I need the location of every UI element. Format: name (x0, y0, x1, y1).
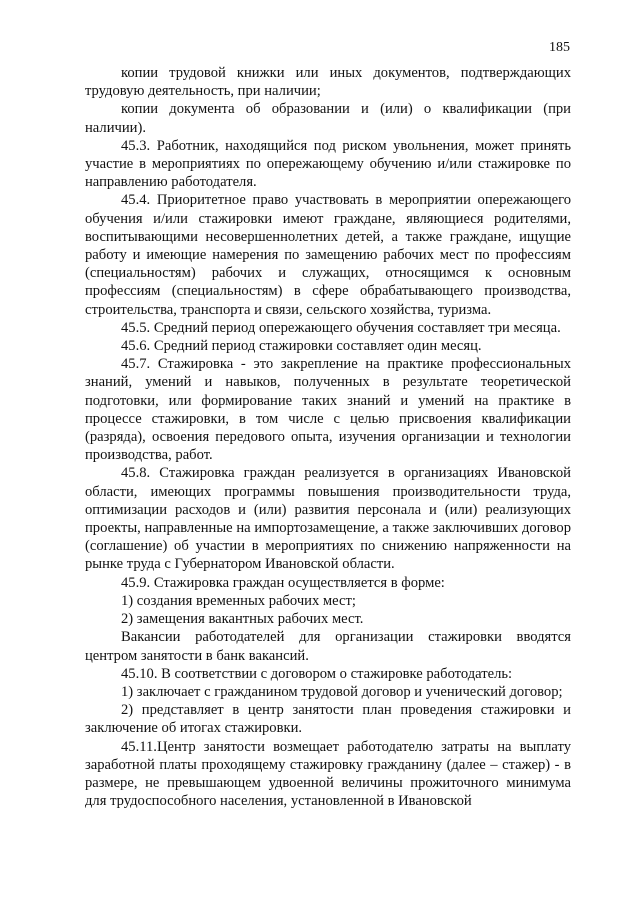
paragraph: 1) заключает с гражданином трудовой договор и ученический договор; (121, 683, 563, 700)
paragraph: копии трудовой книжки или иных документов, подтверждающих трудовую деятельность, при наличии; (85, 65, 571, 100)
document-body (85, 64, 571, 810)
paragraph: 45.10. В соответствии с договором о стажировке работодатель: (121, 665, 513, 682)
paragraph: 45.9. Стажировка граждан осуществляется в форме: (121, 574, 445, 591)
paragraph: 45.3. Работник, находящийся под риском увольнения, может принять участие в мероприятиях по опережающему обучению и/или стажировке по направлению работодателя. (85, 137, 571, 191)
paragraph: 45.8. Стажировка граждан реализуется в организациях Ивановской области, имеющих программы повышения производительности труда, оптимизации расходов и (или) развития персонала и (или) реализующих проекты, направленные на импортозамещение, а также заключивших договор (соглашение) об участии в мероприятиях по снижению напряженности на рынке труда с Губернатором Ивановской области. (85, 465, 571, 573)
paragraph: 45.6. Средний период стажировки составляет один месяц. (121, 338, 482, 355)
page-number: 185 (549, 40, 570, 55)
paragraph: 45.4. Приоритетное право участвовать в мероприятии опережающего обучения и/или стажировки имеют граждане, являющиеся родителями, воспитывающими несовершеннолетних детей, а также граждане, ищущие работу и имеющие намерения по замещению рабочих мест по профессиям (специальностям) рабочих и служащих, относящимся к основным профессиям (специальностям) в сфере обрабатывающего производства, строительства, транспорта и связи, сельского хозяйства, туризма. (85, 192, 571, 318)
paragraph: 1) создания временных рабочих мест; (121, 592, 356, 609)
paragraph: 45.5. Средний период опережающего обучения составляет три месяца. (121, 319, 561, 336)
paragraph: Вакансии работодателей для организации стажировки вводятся центром занятости в банк вакансий. (85, 629, 571, 664)
paragraph: 2) замещения вакантных рабочих мест. (121, 611, 364, 628)
paragraph: 45.7. Стажировка - это закрепление на практике профессиональных знаний, умений и навыков, полученных в результате теоретической подготовки, или формирование таких знаний и умений на практике в процессе стажировки, в том числе с целью присвоения квалификации (разряда), освоения передового опыта, изучения организации и технологии производства, работ. (85, 356, 571, 464)
paragraph: 2) представляет в центр занятости план проведения стажировки и заключение об итогах стажировки. (85, 702, 571, 737)
paragraph: 45.11.Центр занятости возмещает работодателю затраты на выплату заработной платы проходящему стажировку гражданину (далее – стажер) - в размере, не превышающем удвоенной величины прожиточного минимума для трудоспособного населения, установленной в Ивановской (85, 738, 571, 810)
paragraph: копии документа об образовании и (или) о квалификации (при наличии). (85, 101, 571, 136)
